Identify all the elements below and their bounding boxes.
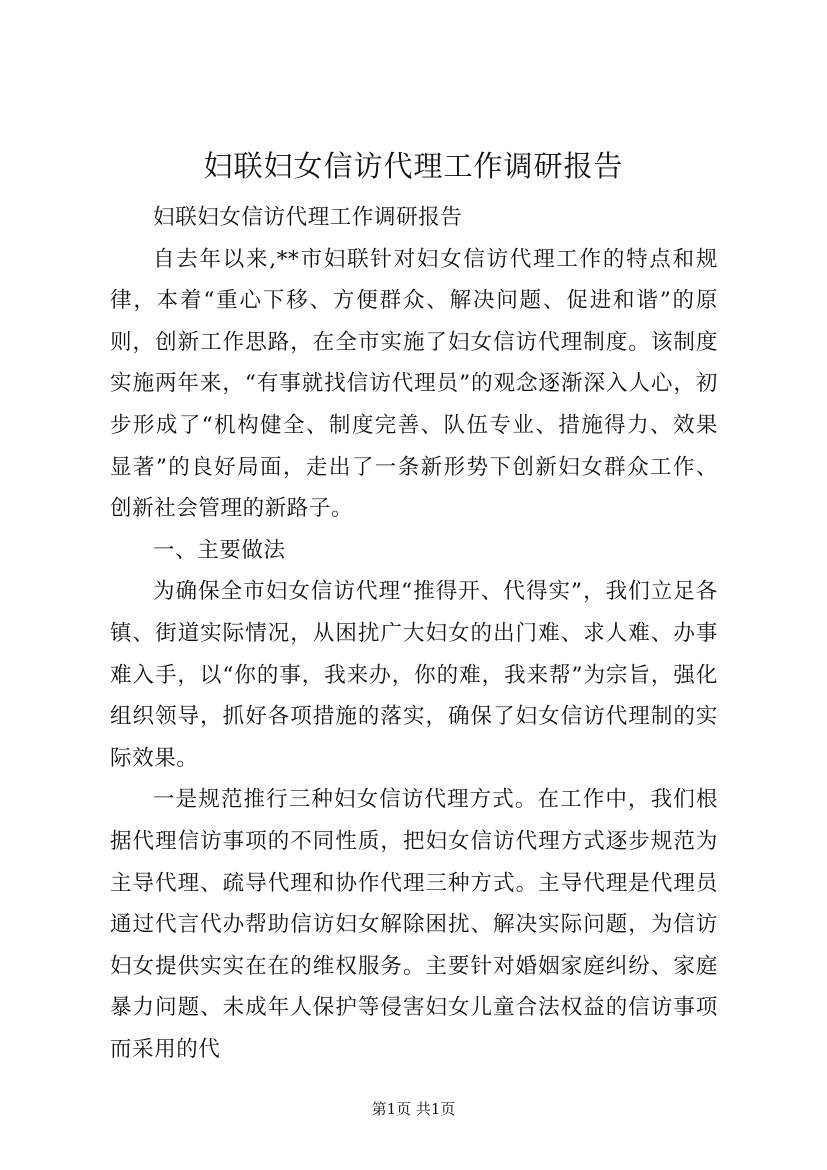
paragraph-subtitle: 妇联妇女信访代理工作调研报告: [153, 205, 463, 230]
paragraph-three-methods: 一是规范推行三种妇女信访代理方式。在工作中，我们根据代理信访事项的不同性质，把妇女信访代理方式逐步规范为主导代理、疏导代理和协作代理三种方式。主导代理是代理员通过代言代办帮助信访妇女解除困扰、解决实际问题，为信访妇女提供实实在在的维权服务。主要针对婚姻家庭纠纷、家庭暴力问题、未成年人保护等侵害妇女儿童合法权益的信访事项而采用的代: [110, 787, 718, 1062]
document-title: 妇联妇女信访代理工作调研报告: [203, 149, 624, 183]
paragraph-intro: 自去年以来,**市妇联针对妇女信访代理工作的特点和规律，本着“重心下移、方便群众、解决问题、促进和谐”的原则，创新工作思路，在全市实施了妇女信访代理制度。该制度实施两年来，“有事就找信访代理员”的观念逐渐深入人心，初步形成了“机构健全、制度完善、队伍专业、措施得力、效果显著”的良好局面，走出了一条新形势下创新妇女群众工作、创新社会管理的新路子。: [110, 246, 718, 522]
document-body: [110, 197, 718, 1070]
paragraph-main-practice: 为确保全市妇女信访代理“推得开、代得实”，我们立足各镇、街道实际情况，从困扰广大妇女的出门难、求人难、办事难入手，以“你的事，我来办，你的难，我来帮”为宗旨，强化组织领导，抓好各项措施的落实，确保了妇女信访代理制的实际效果。: [110, 579, 718, 771]
page-footer: 第1页 共1页: [371, 1100, 456, 1118]
section-heading: 一、主要做法: [153, 537, 286, 563]
